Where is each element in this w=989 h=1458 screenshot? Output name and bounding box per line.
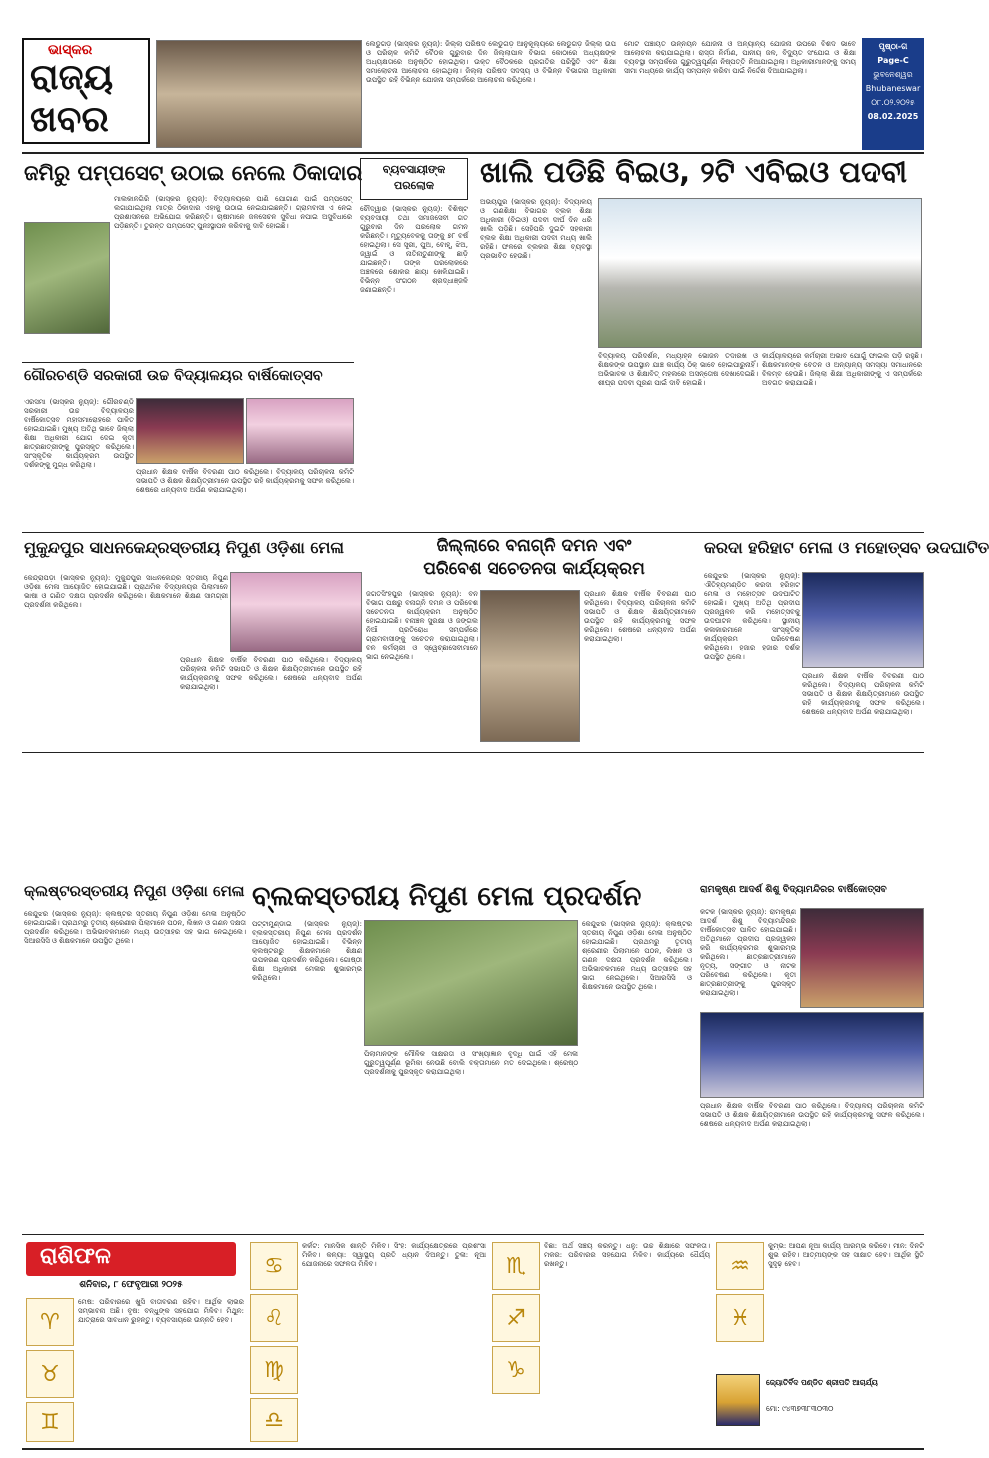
astrologer-name: ଜ୍ୟୋତିର୍ବିଦ ପଣ୍ଡିତ ଶ୍ରୀପତି ଆଚାର୍ଯ୍ୟ <box>766 1378 878 1387</box>
headline-ramakrishna: ରାମକୃଷ୍ଣ ଆଦର୍ଶ ଶିଶୁ ବିଦ୍ୟାମନ୍ଦିରର ବାର୍ଷିକୋତ୍ସବ <box>700 884 887 895</box>
beo-article-b: ବିଦ୍ୟାଳୟ ପରିଦର୍ଶନ, ମଧ୍ୟାହ୍ନ ଭୋଜନ ତଦାରଖ ଓ ଶିକ୍ଷକଙ୍କ ଉପସ୍ଥାନ ଯାଞ୍ଚ କାର୍ଯ୍ୟ ଠିକ୍ ଭାବେ ହୋଇପାରୁନାହିଁ। ଅଭିଭାବକ ଓ ଶିକ୍ଷାବିତ୍ ମହଲରେ ଅସନ୍ତୋଷ ଦେଖାଦେଇଛି। ଶୀଘ୍ର ପଦବୀ ପୂରଣ ପାଇଁ ଦାବି ହୋଇଛି। <box>598 352 758 387</box>
obituary-article: ଚୌଦ୍ୱାର (ଭାସ୍କର ନ୍ୟୁଜ୍): ବିଶିଷ୍ଟ ବ୍ୟବସାୟୀ ତଥା ସମାଜସେବୀ ଗତ ଗୁରୁବାର ଦିନ ପରଲୋକ ଗମନ କରିଛନ୍ତି। ମୃତ୍ୟୁବେଳକୁ ତାଙ୍କୁ ୭୮ ବର୍ଷ ହୋଇଥିଲା। ସେ ସ୍ତ୍ରୀ, ପୁଅ, ବୋହୂ, ଝିଅ, ଜ୍ୱାଇଁ ଓ ନାତିନାତୁଣୀଙ୍କୁ ଛାଡ଼ି ଯାଇଛନ୍ତି। ତାଙ୍କ ପରଲୋକରେ ଅଞ୍ଚଳରେ ଶୋକର ଛାୟା ଖେଳିଯାଇଛି। ବିଭିନ୍ନ ସଂଗଠନ ଶ୍ରଦ୍ଧାଞ୍ଜଳି ଜଣାଇଛନ୍ତି। <box>360 205 468 294</box>
rashifal-banner <box>26 1242 236 1276</box>
obituary-headline-box <box>360 158 468 200</box>
meeting-photo <box>156 40 362 148</box>
mukundpur-photo <box>230 572 362 652</box>
date-or: ୦୮.୦୨.୨୦୨୫ <box>871 98 915 107</box>
headline-forest-line1: ଜିଲ୍ଲାରେ ବନାଗ୍ନି ଦମନ ଏବଂ <box>436 536 632 556</box>
headline-obituary-line1: ବ୍ୟବସାୟୀଙ୍କ <box>382 163 446 176</box>
rashifal-text-2: କର୍କଟ: ମାନସିକ ଶାନ୍ତି ମିଳିବ। ସିଂହ: କାର୍ଯ୍ୟକ୍ଷେତ୍ରରେ ପ୍ରଶଂସା ମିଳିବ। କନ୍ୟା: ସ୍ୱାସ୍ଥ୍ୟ ପ୍ରତି ଧ୍ୟାନ ଦିଅନ୍ତୁ। ତୁଳା: ନୂଆ ଯୋଜନାରେ ସଫଳତା ମିଳିବ। <box>302 1242 486 1268</box>
sagittarius-icon: ♐ <box>492 1294 540 1342</box>
headline-obituary-line2: ପରଲୋକ <box>394 179 434 192</box>
ramakrishna-article: କଟକ (ଭାସ୍କର ନ୍ୟୁଜ୍): ରାମକୃଷ୍ଣ ଆଦର୍ଶ ଶିଶୁ ବିଦ୍ୟାମନ୍ଦିରର ବାର୍ଷିକୋତ୍ସବ ପାଳିତ ହୋଇଯାଇଛି। ଅତିଥିମାନେ ପ୍ରଦୀପ ପ୍ରଜ୍ୱଳନ କରି କାର୍ଯ୍ୟକ୍ରମର ଶୁଭାରମ୍ଭ କରିଥିଲେ। ଛାତ୍ରଛାତ୍ରୀମାନେ ନୃତ୍ୟ, ସଙ୍ଗୀତ ଓ ନାଟକ ପରିବେଷଣ କରିଥିଲେ। କୃତୀ ଛାତ୍ରଛାତ୍ରୀଙ୍କୁ ପୁରସ୍କୃତ କରାଯାଇଥିଲା। <box>700 908 796 997</box>
masthead-logo <box>22 38 150 144</box>
block-article-b: ପିଲାମାନଙ୍କ ମୌଳିକ ସାକ୍ଷରତା ଓ ସଂଖ୍ୟାଜ୍ଞାନ ବୃଦ୍ଧି ପାଇଁ ଏହି ମେଳା ଗୁରୁତ୍ୱପୂର୍ଣ୍ଣ ଭୂମିକା ନେଉଛି ବୋଲି ବକ୍ତାମାନେ ମତ ଦେଇଥିଲେ। ଶ୍ରେଷ୍ଠ ପ୍ରଦର୍ଶନୀକୁ ପୁରସ୍କୃତ କରାଯାଇଥିଲା। <box>364 1050 578 1076</box>
headline-pumpset: ଜମିରୁ ପମ୍ପସେଟ୍ ଉଠାଇ ନେଲେ ଠିକାଦାର <box>24 161 363 185</box>
school-photo-1 <box>136 398 244 464</box>
forest-article-b: ପ୍ରଧାନ ଶିକ୍ଷକ ବାର୍ଷିକ ବିବରଣୀ ପାଠ କରିଥିଲେ। ବିଦ୍ୟାଳୟ ପରିଚାଳନା କମିଟି ସଭାପତି ଓ ଶିକ୍ଷକ ଶିକ୍ଷୟିତ୍ରୀମାନେ ଉପସ୍ଥିତ ରହି କାର୍ଯ୍ୟକ୍ରମକୁ ସଫଳ କରିଥିଲେ। ଶେଷରେ ଧନ୍ୟବାଦ ଅର୍ପଣ କରାଯାଇଥିଲା। <box>584 590 696 643</box>
headline-cluster-mela: କ୍ଲଷ୍ଟରସ୍ତରୀୟ ନିପୁଣ ଓଡ଼ିଶା ମେଳା <box>24 882 245 900</box>
row2-rule <box>22 532 924 533</box>
rashifal-text-4: କୁମ୍ଭ: ଆପଣ ନୂଆ କାର୍ଯ୍ୟ ଆରମ୍ଭ କରିବେ। ମୀନ: ଦିନଟି ଶୁଭ ରହିବ। ଆତ୍ମୀୟଙ୍କ ସହ ସାକ୍ଷାତ ହେବ। ଆର୍ଥିକ ସ୍ଥିତି ସୁଦୃଢ଼ ହେବ। <box>768 1242 924 1268</box>
school-photo-2 <box>246 398 354 464</box>
ramakrishna-photo-1 <box>800 908 924 1008</box>
aries-icon: ♈ <box>26 1298 74 1346</box>
masthead-brand: ଭାସ୍କର <box>48 42 93 58</box>
leo-icon: ♌ <box>250 1294 298 1342</box>
headline-mukundpur-mela: ମୁକୁନ୍ଦପୁର ସାଧନକେନ୍ଦ୍ରସ୍ତରୀୟ ନିପୁଣ ଓଡ଼ିଶା ମେଳା <box>24 538 344 557</box>
page-bottom-rule <box>22 1448 924 1450</box>
pisces-icon: ♓ <box>716 1294 764 1342</box>
row3-rule <box>22 752 924 753</box>
beo-office-photo <box>598 198 922 348</box>
karada-article-b: ପ୍ରଧାନ ଶିକ୍ଷକ ବାର୍ଷିକ ବିବରଣୀ ପାଠ କରିଥିଲେ। ବିଦ୍ୟାଳୟ ପରିଚାଳନା କମିଟି ସଭାପତି ଓ ଶିକ୍ଷକ ଶିକ୍ଷୟିତ୍ରୀମାନେ ଉପସ୍ଥିତ ରହି କାର୍ଯ୍ୟକ୍ରମକୁ ସଫଳ କରିଥିଲେ। ଶେଷରେ ଧନ୍ୟବାଦ ଅର୍ପଣ କରାଯାଇଥିଲା। <box>802 672 924 716</box>
beo-article-a: ଅଭୟପୁର (ଭାସ୍କର ନ୍ୟୁଜ୍): ବିଦ୍ୟାଳୟ ଓ ଗଣଶିକ୍ଷା ବିଭାଗର ବ୍ଲକ ଶିକ୍ଷା ଅଧିକାରୀ (ବିଇଓ) ପଦବୀ ଦୀର୍ଘ ଦିନ ଧରି ଖାଲି ପଡ଼ିଛି। ସେହିପରି ଦୁଇଟି ସହକାରୀ ବ୍ଲକ ଶିକ୍ଷା ଅଧିକାରୀ ପଦବୀ ମଧ୍ୟ ଖାଲି ରହିଛି। ଫଳରେ ବ୍ଲକର ଶିକ୍ଷା ବ୍ୟବସ୍ଥା ପ୍ରଭାବିତ ହେଉଛି। <box>480 198 592 260</box>
headline-forest-line2: ପରିବେଶ ସଚେତନତା କାର୍ଯ୍ୟକ୍ରମ <box>423 559 645 579</box>
karada-photo <box>802 572 924 668</box>
row4-rule <box>22 1234 924 1235</box>
karada-article: କେନ୍ଦୁଝର (ଭାସ୍କର ନ୍ୟୁଜ୍): ଐତିହ୍ୟମଣ୍ଡିତ କରଦା ହରିହାଟ ମେଳା ଓ ମହୋତ୍ସବ ଉଦଘାଟିତ ହୋଇଛି। ମୁଖ୍ୟ ଅତିଥି ପ୍ରଦୀପ ପ୍ରଜ୍ୱଳନ କରି ମହୋତ୍ସବକୁ ଉଦଘାଟନ କରିଥିଲେ। ସ୍ଥାନୀୟ କଳାକାରମାନେ ସାଂସ୍କୃତିକ କାର୍ଯ୍ୟକ୍ରମ ପରିବେଷଣ କରିଥିଲେ। ହଜାର ହଜାର ଦର୍ଶକ ଉପସ୍ଥିତ ଥିଲେ। <box>704 572 800 661</box>
school-article: ଏରସମା (ଭାସ୍କର ନ୍ୟୁଜ୍): ଗୌରଚଣ୍ଡି ସରକାରୀ ଉଚ୍ଚ ବିଦ୍ୟାଳୟର ବାର୍ଷିକୋତ୍ସବ ମହାସମାରୋହରେ ପାଳିତ ହୋଇଯାଇଛି। ମୁଖ୍ୟ ଅତିଥି ଭାବେ ଜିଲ୍ଲା ଶିକ୍ଷା ଅଧିକାରୀ ଯୋଗ ଦେଇ କୃତୀ ଛାତ୍ରଛାତ୍ରୀଙ୍କୁ ପୁରସ୍କୃତ କରିଥିଲେ। ସାଂସ୍କୃତିକ କାର୍ଯ୍ୟକ୍ରମ ଉପସ୍ଥିତ ଦର୍ଶକଙ୍କୁ ମୁଗ୍ଧ କରିଥିଲା। <box>24 398 134 469</box>
forest-article: ଜଗତସିଂହପୁର (ଭାସ୍କର ନ୍ୟୁଜ୍): ବନ ବିଭାଗ ପକ୍ଷରୁ ବନାଗ୍ନି ଦମନ ଓ ପରିବେଶ ସଚେତନତା କାର୍ଯ୍ୟକ୍ରମ ଅନୁଷ୍ଠିତ ହୋଇଯାଇଛି। ବନାଞ୍ଚଳ ସୁରକ୍ଷା ଓ ଜଙ୍ଗଲ ନିଆଁ ପ୍ରତିରୋଧ ସମ୍ପର୍କରେ ଗ୍ରାମବାସୀଙ୍କୁ ସଚେତନ କରାଯାଇଥିଲା। ବନ କର୍ମଚାରୀ ଓ ସ୍ୱେଚ୍ଛାସେବୀମାନେ ଭାଗ ନେଇଥିଲେ। <box>366 590 478 661</box>
forest-headline <box>368 538 700 578</box>
cluster-article: କେନ୍ଦୁଝର (ଭାସ୍କର ନ୍ୟୁଜ୍): କ୍ଲଷ୍ଟର ସ୍ତରୀୟ ନିପୁଣ ଓଡ଼ିଶା ମେଳା ଅନୁଷ୍ଠିତ ହୋଇଯାଇଛି। ପ୍ରଥମରୁ ତୃତୀୟ ଶ୍ରେଣୀର ପିଲାମାନେ ପଠନ, ଲିଖନ ଓ ଗଣନ ଦକ୍ଷତା ପ୍ରଦର୍ଶନ କରିଥିଲେ। ଅଭିଭାବକମାନେ ମଧ୍ୟ ଉତ୍ସାହର ସହ ଭାଗ ନେଇଥିଲେ। ସିଆରସିସି ଓ ଶିକ୍ଷକମାନେ ଉପସ୍ଥିତ ଥିଲେ। <box>24 910 246 945</box>
page-label-en: Page-C <box>877 56 909 65</box>
mukundpur-article-b: ପ୍ରଧାନ ଶିକ୍ଷକ ବାର୍ଷିକ ବିବରଣୀ ପାଠ କରିଥିଲେ। ବିଦ୍ୟାଳୟ ପରିଚାଳନା କମିଟି ସଭାପତି ଓ ଶିକ୍ଷକ ଶିକ୍ଷୟିତ୍ରୀମାନେ ଉପସ୍ଥିତ ରହି କାର୍ଯ୍ୟକ୍ରମକୁ ସଫଳ କରିଥିଲେ। ଶେଷରେ ଧନ୍ୟବାଦ ଅର୍ପଣ କରାଯାଇଥିଲା। <box>180 656 362 691</box>
astrologer-avatar <box>716 1374 760 1426</box>
block-article-c: କେନ୍ଦୁଝର (ଭାସ୍କର ନ୍ୟୁଜ୍): କ୍ଲଷ୍ଟର ସ୍ତରୀୟ ନିପୁଣ ଓଡ଼ିଶା ମେଳା ଅନୁଷ୍ଠିତ ହୋଇଯାଇଛି। ପ୍ରଥମରୁ ତୃତୀୟ ଶ୍ରେଣୀର ପିଲାମାନେ ପଠନ, ଲିଖନ ଓ ଗଣନ ଦକ୍ଷତା ପ୍ରଦର୍ଶନ କରିଥିଲେ। ଅଭିଭାବକମାନେ ମଧ୍ୟ ଉତ୍ସାହର ସହ ଭାଗ ନେଇଥିଲେ। ସିଆରସିସି ଓ ଶିକ୍ଷକମାନେ ଉପସ୍ଥିତ ଥିଲେ। <box>582 920 692 991</box>
masthead-title-line1: ରାଜ୍ୟ <box>30 57 114 98</box>
rashifal-text-1: ମେଷ: ପରିବାରରେ ଖୁସି ବାତାବରଣ ରହିବ। ଆର୍ଥିକ ଲାଭର ସମ୍ଭାବନା ଅଛି। ବୃଷ: ବନ୍ଧୁଙ୍କ ସହଯୋଗ ମିଳିବ। ମିଥୁନ: ଯାତ୍ରାରେ ସାବଧାନ ରୁହନ୍ତୁ। ବ୍ୟବସାୟରେ ଉନ୍ନତି ହେବ। <box>78 1298 244 1324</box>
astrologer-phone: ମୋ: ୯୪୩୭୩୮୩୦୩୦ <box>766 1404 834 1413</box>
pumpset-article: ମାଲକାନଗିରି (ଭାସ୍କର ନ୍ୟୁଜ୍): ବିଦ୍ୟାଳୟରେ ପାଣି ଯୋଗାଣ ପାଇଁ ପମ୍ପସେଟ୍ ଲଗାଯାଇଥିଲା ମାତ୍ର ଠିକାଦାର ଏହାକୁ ଉଠାଇ ନେଇଯାଇଛନ୍ତି। ଗ୍ରାମବାସୀ ଏ ନେଇ ପ୍ରଶାସନରେ ଅଭିଯୋଗ କରିଛନ୍ତି। ଚାଷୀମାନେ ଜଳସେଚନ ସୁବିଧା ନପାଇ ଅସୁବିଧାରେ ପଡ଼ିଛନ୍ତି। ତୁରନ୍ତ ପମ୍ପସେଟ୍ ପୁନଃସ୍ଥାପନ କରିବାକୁ ଦାବି ହୋଇଛି। <box>114 195 352 230</box>
headline-beo-vacancy: ଖାଲି ପଡିଛି ବିଇଓ, ୨ଟି ଏବିଇଓ ପଦବୀ <box>480 155 908 189</box>
school-article-b: ପ୍ରଧାନ ଶିକ୍ଷକ ବାର୍ଷିକ ବିବରଣୀ ପାଠ କରିଥିଲେ। ବିଦ୍ୟାଳୟ ପରିଚାଳନା କମିଟି ସଭାପତି ଓ ଶିକ୍ଷକ ଶିକ୍ଷୟିତ୍ରୀମାନେ ଉପସ୍ଥିତ ରହି କାର୍ଯ୍ୟକ୍ରମକୁ ସଫଳ କରିଥିଲେ। ଶେଷରେ ଧନ୍ୟବାଦ ଅର୍ପଣ କରାଯାଇଥିଲା। <box>136 468 354 494</box>
top-article-right: ମୋଟ ପଞ୍ଚାୟତ ଉନ୍ନୟନ ଯୋଜନା ଓ ଅନ୍ୟାନ୍ୟ ଯୋଜନା ଉପରେ ବିଶଦ ଭାବେ ଆଲୋଚନା କରାଯାଇଥିଲା। ରାସ୍ତା ନିର୍ମାଣ, ପାନୀୟ ଜଳ, ବିଦ୍ୟୁତ ସଂଯୋଗ ଓ ଶିକ୍ଷା ବ୍ୟବସ୍ଥା ସମ୍ପର୍କରେ ଗୁରୁତ୍ୱପୂର୍ଣ୍ଣ ନିଷ୍ପତ୍ତି ନିଆଯାଇଥିଲା। ଅଧିକାରୀମାନଙ୍କୁ ସମୟ ସୀମା ମଧ୍ୟରେ କାର୍ଯ୍ୟ ସମ୍ପନ୍ନ କରିବା ପାଇଁ ନିର୍ଦ୍ଦେଶ ଦିଆଯାଇଥିଲା। <box>624 40 856 75</box>
date-en: 08.02.2025 <box>867 112 919 121</box>
masthead-title-line2: ଖବର <box>30 99 109 140</box>
mukundpur-article: କେନ୍ଦ୍ରାପଡ଼ା (ଭାସ୍କର ନ୍ୟୁଜ୍): ମୁକୁନ୍ଦପୁର ସାଧନକେନ୍ଦ୍ର ସ୍ତରୀୟ ନିପୁଣ ଓଡ଼ିଶା ମେଳା ଆୟୋଜିତ ହୋଇଯାଇଛି। ପ୍ରାଥମିକ ବିଦ୍ୟାଳୟର ପିଲାମାନେ ଭାଷା ଓ ଗଣିତ ଦକ୍ଷତା ପ୍ରଦର୍ଶନ କରିଥିଲେ। ଶିକ୍ଷକମାନେ ଶିକ୍ଷଣ ସାମଗ୍ରୀ ପ୍ରଦର୍ଶନୀ କରିଥିଲେ। <box>24 574 228 609</box>
scorpio-icon: ♏ <box>492 1242 540 1290</box>
block-photo <box>364 920 578 1046</box>
headline-karada-mela: କରଦା ହରିହାଟ ମେଳା ଓ ମହୋତ୍ସବ ଉଦଘାଟିତ <box>704 538 989 557</box>
page-info-box <box>862 38 924 150</box>
rashifal-text-3: ବିଛା: ଅର୍ଥ ସଞ୍ଚୟ କରନ୍ତୁ। ଧନୁ: ଉଚ୍ଚ ଶିକ୍ଷାରେ ସଫଳତା। ମକର: ପରିବାରର ସହଯୋଗ ମିଳିବ। କାର୍ଯ୍ୟରେ ଧୈର୍ଯ୍ୟ ରଖନ୍ତୁ। <box>544 1242 710 1268</box>
libra-icon: ♎ <box>250 1398 298 1442</box>
gemini-icon: ♊ <box>26 1402 74 1442</box>
block-article: ପଟ୍ଟାମୁଣ୍ଡାଇ (ଭାସ୍କର ନ୍ୟୁଜ୍): ବ୍ଲକସ୍ତରୀୟ ନିପୁଣ ମେଳା ପ୍ରଦର୍ଶନ ଆୟୋଜିତ ହୋଇଯାଇଛି। ବିଭିନ୍ନ କ୍ଲଷ୍ଟରରୁ ଶିକ୍ଷକମାନେ ଶିକ୍ଷଣ ଉପକରଣ ପ୍ରଦର୍ଶନ କରିଥିଲେ। ଗୋଷ୍ଠୀ ଶିକ୍ଷା ଅଧିକାରୀ ମେଳାର ଶୁଭାରମ୍ଭ କରିଥିଲେ। <box>252 920 362 982</box>
headline-block-mela: ବ୍ଲକସ୍ତରୀୟ ନିପୁଣ ମେଳା ପ୍ରଦର୍ଶନ <box>252 881 642 912</box>
page-label-or: ପୃଷ୍ଠା-ଗ <box>878 42 908 51</box>
capricorn-icon: ♑ <box>492 1346 540 1394</box>
city-or: ଭୁବନେଶ୍ୱର <box>873 70 913 79</box>
aquarius-icon: ♒ <box>716 1242 764 1290</box>
rashifal-title: ରାଶିଫଳ <box>40 1244 111 1269</box>
rashifal-date: ଶନିବାର, ୮ ଫେବୃଆରୀ ୨୦୨୫ <box>79 1280 183 1290</box>
city-en: Bhubaneswar <box>865 84 921 93</box>
beo-article-c: କାର୍ଯ୍ୟାଳୟରେ କର୍ମଚାରୀ ଅଭାବ ଯୋଗୁଁ ଫାଇଲ ପଡ଼ି ରହୁଛି। ଶିକ୍ଷକମାନଙ୍କ ବେତନ ଓ ଅନ୍ୟାନ୍ୟ ସମସ୍ୟା ସମାଧାନରେ ବିଳମ୍ବ ହେଉଛି। ଜିଲ୍ଲା ଶିକ୍ଷା ଅଧିକାରୀଙ୍କୁ ଏ ସମ୍ପର୍କରେ ଅବଗତ କରାଯାଇଛି। <box>762 352 922 387</box>
row1-rule <box>22 362 354 363</box>
forest-photo <box>480 590 580 742</box>
pumpset-photo <box>24 222 110 334</box>
headline-school-anniversary: ଗୌରଚଣ୍ଡି ସରକାରୀ ଉଚ୍ଚ ବିଦ୍ୟାଳୟର ବାର୍ଷିକୋତ୍ସବ <box>24 368 323 384</box>
cancer-icon: ♋ <box>250 1242 298 1290</box>
top-article-left: ଲେଡୁଗଡ଼ (ଭାସ୍କର ନ୍ୟୁଜ୍): ଜିଲ୍ଲା ପରିଷଦ ଲେଡୁଗଡ଼ ଆନୁକୂଲ୍ୟରେ ଲେଡୁଗଡ଼ ଜିଲ୍ଲା ଉପ ଓ ପରିଚାଳ କମିଟି ବୈଠକ ଗୁରୁବାର ଦିନ ଜିଲ୍ଲାପାଳ ବିଭାଗ କୋଠାରେ ଅଧ୍ୟକ୍ଷଙ୍କ ଅଧ୍ୟକ୍ଷତାରେ ଅନୁଷ୍ଠିତ ହୋଇଥିଲା। ଉକ୍ତ ବୈଠକରେ ପ୍ରଗତିର ପରିସ୍ଥିତି ଏବଂ ଶିକ୍ଷା ସମାଲୋଚନା ଆଲୋଚନା ହୋଇଥିଲା। ଜିଲ୍ଲା ପରିଷଦ ସଦସ୍ୟ ଓ ବିଭିନ୍ନ ବିଭାଗର ଅଧିକାରୀ ଉପସ୍ଥିତ ରହି ବିଭିନ୍ନ ଯୋଜନା ସମ୍ପର୍କରେ ଆଲୋଚନା କରିଥିଲେ। <box>366 40 616 84</box>
virgo-icon: ♍ <box>250 1346 298 1394</box>
ramakrishna-article-b: ପ୍ରଧାନ ଶିକ୍ଷକ ବାର୍ଷିକ ବିବରଣୀ ପାଠ କରିଥିଲେ। ବିଦ୍ୟାଳୟ ପରିଚାଳନା କମିଟି ସଭାପତି ଓ ଶିକ୍ଷକ ଶିକ୍ଷୟିତ୍ରୀମାନେ ଉପସ୍ଥିତ ରହି କାର୍ଯ୍ୟକ୍ରମକୁ ସଫଳ କରିଥିଲେ। ଶେଷରେ ଧନ୍ୟବାଦ ଅର୍ପଣ କରାଯାଇଥିଲା। <box>700 1102 924 1128</box>
masthead-rule <box>22 152 924 154</box>
taurus-icon: ♉ <box>26 1350 74 1398</box>
ramakrishna-photo-2 <box>700 1012 924 1098</box>
